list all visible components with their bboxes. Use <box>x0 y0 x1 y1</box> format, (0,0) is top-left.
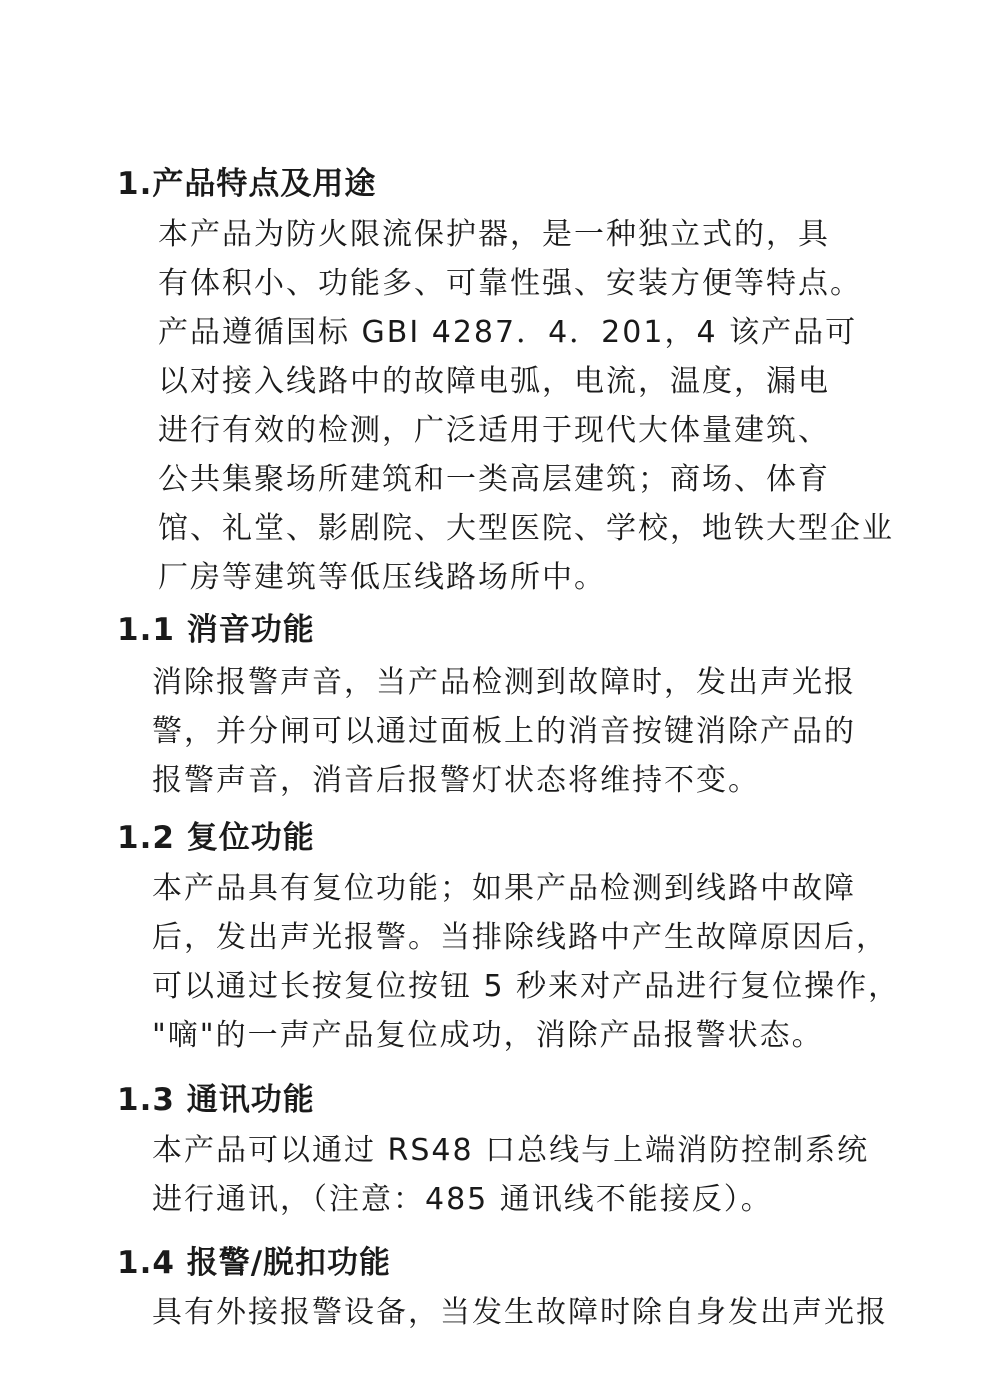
text-line: "嘀"的一声产品复位成功，消除产品报警状态。 <box>152 1018 824 1053</box>
text-line: 报警声音，消音后报警灯状态将维持不变。 <box>152 763 760 798</box>
text-line: 消除报警声音，当产品检测到故障时，发出声光报 <box>152 665 856 700</box>
section-body-product-features <box>158 210 894 602</box>
section-body-mute-function <box>152 658 856 805</box>
text-line: 可以通过长按复位按钮 5 秒来对产品进行复位操作， <box>152 969 901 1004</box>
text-line: 本产品为防火限流保护器，是一种独立式的，具 <box>158 217 830 252</box>
text-line: 有体积小、功能多、可靠性强、安装方便等特点。 <box>158 266 862 301</box>
text-line: 厂房等建筑等低压线路场所中。 <box>158 560 606 595</box>
text-line: 产品遵循国标 GBI 4287．4．201，4 该产品可 <box>158 315 858 350</box>
text-line: 后，发出声光报警。当排除线路中产生故障原因后， <box>152 920 888 955</box>
text-line: 公共集聚场所建筑和一类高层建筑；商场、体育 <box>158 462 830 497</box>
section-heading-reset-function: 1.2 复位功能 <box>117 820 315 856</box>
text-line: 馆、礼堂、影剧院、大型医院、学校，地铁大型企业 <box>158 511 894 546</box>
section-heading-product-features: 1.产品特点及用途 <box>117 166 377 202</box>
text-line: 以对接入线路中的故障电弧，电流，温度，漏电 <box>158 364 830 399</box>
text-line: 警，并分闸可以通过面板上的消音按键消除产品的 <box>152 714 856 749</box>
section-body-alarm-trip-function <box>152 1288 888 1337</box>
text-line: 本产品可以通过 RS48 口总线与上端消防控制系统 <box>152 1133 870 1168</box>
section-heading-mute-function: 1.1 消音功能 <box>117 612 315 648</box>
text-line: 进行有效的检测，广泛适用于现代大体量建筑、 <box>158 413 830 448</box>
section-heading-communication-function: 1.3 通讯功能 <box>117 1082 315 1118</box>
text-line: 具有外接报警设备，当发生故障时除自身发出声光报 <box>152 1295 888 1330</box>
text-line: 进行通讯，（注意：485 通讯线不能接反）。 <box>152 1182 773 1217</box>
section-heading-alarm-trip-function: 1.4 报警/脱扣功能 <box>117 1245 392 1281</box>
section-body-communication-function <box>152 1126 869 1224</box>
section-body-reset-function <box>152 864 900 1060</box>
text-line: 本产品具有复位功能；如果产品检测到线路中故障 <box>152 871 856 906</box>
